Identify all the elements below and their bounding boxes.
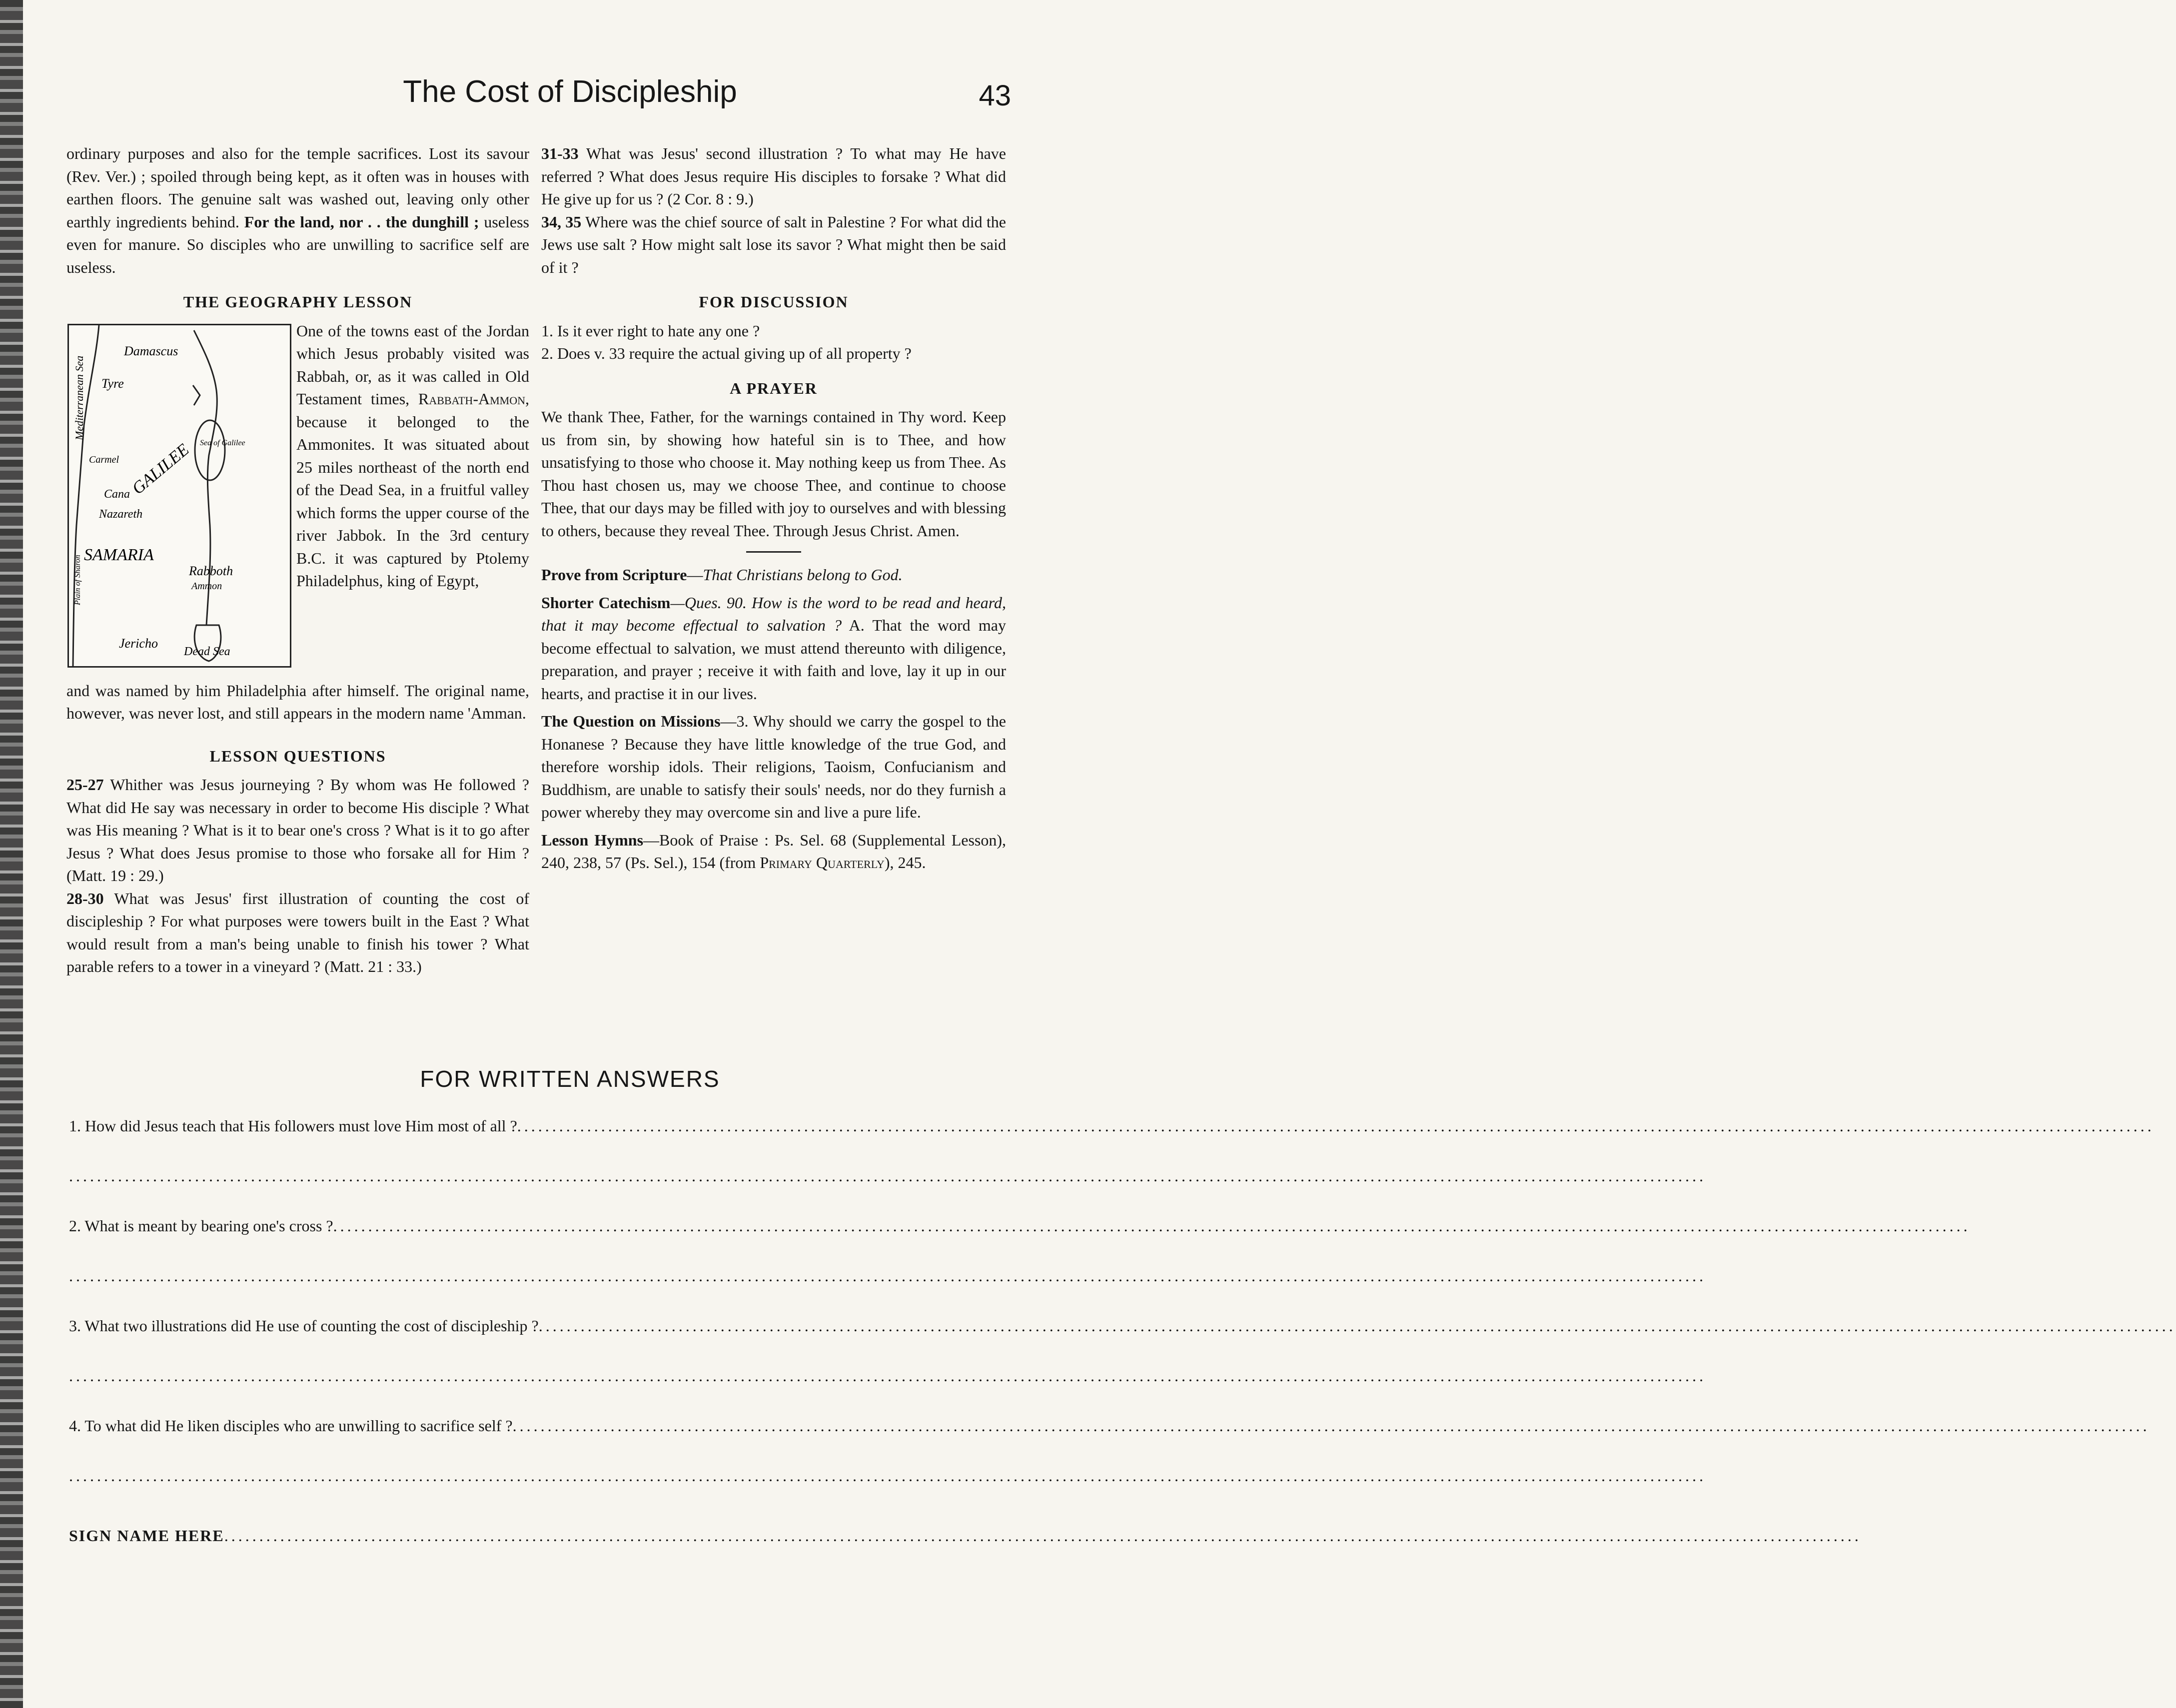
geography-heading: THE GEOGRAPHY LESSON xyxy=(183,293,413,311)
map-label-sea-of-galilee: Sea of Galilee xyxy=(200,438,245,447)
map-label-tyre: Tyre xyxy=(101,376,124,391)
map-label-cana: Cana xyxy=(104,487,130,501)
discussion-item-2: 2. Does v. 33 require the actual giving up of all property ? xyxy=(541,344,912,362)
map-label-ammon: Ammon xyxy=(191,580,222,592)
question-on-missions: The Question on Missions—3. Why should we carry the gospel to the Honanese ? Because they have little knowledge of the true God, and therefore worship idols. Their religions, Taoism, Confucianism and Buddhism, are unable to satisfy their souls' needs, nor do they furnish a power whereby they may overcome sin and live a pure life. xyxy=(541,712,1007,821)
answer-line-2[interactable]: .......................................................................................................................................................................................................................................... xyxy=(69,1267,1706,1285)
prayer-text: We thank Thee, Father, for the warnings contained in Thy word. Keep us from sin, by showing how hateful sin is to Thee, and how unsatisfying to those who choose it. May nothing keep us from Thee. As Thou hast chosen us, may we choose Thee, and continue to choose Thee, that our days may be filled with joy to ourselves and with blessing to others, because they reveal Thee. Through Jesus Christ. Amen. xyxy=(541,408,1006,540)
answer-line-3[interactable]: .......................................................................................................................................................................................................................................... xyxy=(69,1367,1706,1385)
written-question-2: 2. What is meant by bearing one's cross ?.......................................................................................................................................................................................................................................... xyxy=(69,1217,1971,1235)
map-label-carmel: Carmel xyxy=(89,454,119,465)
prove-from-scripture: Prove from Scripture—That Christians belong to God. xyxy=(541,566,903,584)
discussion-item-1: 1. Is it ever right to hate any one ? xyxy=(541,321,760,340)
left-column xyxy=(66,142,529,978)
book-spine-edge xyxy=(0,0,23,1708)
answer-line-1[interactable]: .......................................................................................................................................................................................................................................... xyxy=(69,1167,1706,1185)
section-divider xyxy=(746,551,801,553)
lesson-question-25-27: 25-27 Whither was Jesus journeying ? By whom was He followed ? What did He say was necessary in order to become His disciple ? What was His meaning ? What is it to bear one's cross ? What is it to go after Jesus ? What does Jesus promise to those who forsake all for Him ? (Matt. 19 : 29.) xyxy=(66,776,529,884)
written-question-3: 3. What two illustrations did He use of counting the cost of discipleship ?.......................................................................................................................................................................................................................................... xyxy=(69,1317,2176,1335)
sign-name-line[interactable]: SIGN NAME HERE.......................................................................................................................................................................................................................................... xyxy=(69,1527,1862,1545)
lesson-questions-heading: LESSON QUESTIONS xyxy=(209,747,386,765)
map-label-rabboth: Rabboth xyxy=(189,563,233,578)
map-label-jericho: Jericho xyxy=(119,636,158,651)
map-of-palestine xyxy=(67,324,291,668)
written-question-1: 1. How did Jesus teach that His followers must love Him most of all ?.......................................................................................................................................................................................................................................... xyxy=(69,1117,2155,1135)
map-label-sea: Mediterranean Sea xyxy=(73,355,85,440)
map-drawing xyxy=(69,325,290,666)
map-label-plain: Plain of Sharon xyxy=(73,554,82,605)
discussion-heading: FOR DISCUSSION xyxy=(699,293,849,311)
map-label-galilee: GALILEE xyxy=(128,440,193,498)
lesson-question-34-35: 34, 35 Where was the chief source of salt in Palestine ? For what did the Jews use salt ? How might salt lose its savor ? What might then be said of it ? xyxy=(541,212,1007,276)
geography-text: One of the towns east of the Jordan which Jesus probably visited was Rabbah, or, as it was called in Old Testament times, Rabbath-Ammon, because it belonged to the Ammonites. It was situated about 25 miles northeast of the north end of the Dead Sea, in a fruitful valley which forms the upper course of the river Jabbok. In the 3rd century B.C. it was captured by Ptolemy Philadelphus, king of Egypt, xyxy=(296,321,529,590)
geography-section xyxy=(66,320,529,680)
lesson-hymns: Lesson Hymns—Book of Praise : Ps. Sel. 68 (Supplemental Lesson), 240, 238, 57 (Ps. Sel.), 154 (from Primary Quarterly), 245. xyxy=(541,831,1007,871)
intro-paragraph: ordinary purposes and also for the temple sacrifices. Lost its savour (Rev. Ver.) ; spoiled through being kept, as it often was in houses with earthen floors. The genuine salt was washed out, leaving only other earthly ingredients behind. For the land, nor . . the dunghill ; useless even for manure. So disciples who are unwilling to sacrifice self are useless. xyxy=(66,144,529,276)
prayer-heading: A PRAYER xyxy=(730,379,818,397)
written-answers-heading: FOR WRITTEN ANSWERS xyxy=(420,1066,720,1092)
shorter-catechism: Shorter Catechism—Ques. 90. How is the word to be read and heard, that it may become effectual to salvation ? A. That the word may become effectual to salvation, we must attend thereunto with diligence, preparation, and prayer ; receive it with faith and love, lay it up in our hearts, and practise it in our lives. xyxy=(541,593,1007,703)
lesson-question-28-30: 28-30 What was Jesus' first illustration of counting the cost of discipleship ? For what purposes were towers built in the East ? What would result from a man's being unable to finish his tower ? What parable refers to a tower in a vineyard ? (Matt. 21 : 33.) xyxy=(66,889,529,975)
map-label-samaria: SAMARIA xyxy=(84,545,154,564)
answer-line-4[interactable]: .......................................................................................................................................................................................................................................... xyxy=(69,1467,1706,1485)
map-label-dead-sea: Dead Sea xyxy=(184,645,230,658)
geography-text-continued: and was named by him Philadelphia after himself. The original name, however, was never lost, and still appears in the modern name 'Amman. xyxy=(66,681,529,722)
right-column xyxy=(541,142,1006,874)
page-title: The Cost of Discipleship xyxy=(403,74,737,109)
map-label-damascus: Damascus xyxy=(124,343,178,358)
map-label-nazareth: Nazareth xyxy=(99,507,143,521)
lesson-question-31-33: 31-33 What was Jesus' second illustration ? To what may He have referred ? What does Jesus require His disciples to forsake ? What did He give up for us ? (2 Cor. 8 : 9.) xyxy=(541,144,1006,208)
page-number: 43 xyxy=(979,79,1011,112)
written-question-4: 4. To what did He liken disciples who are unwilling to sacrifice self ?.......................................................................................................................................................................................................................................... xyxy=(69,1417,2150,1435)
